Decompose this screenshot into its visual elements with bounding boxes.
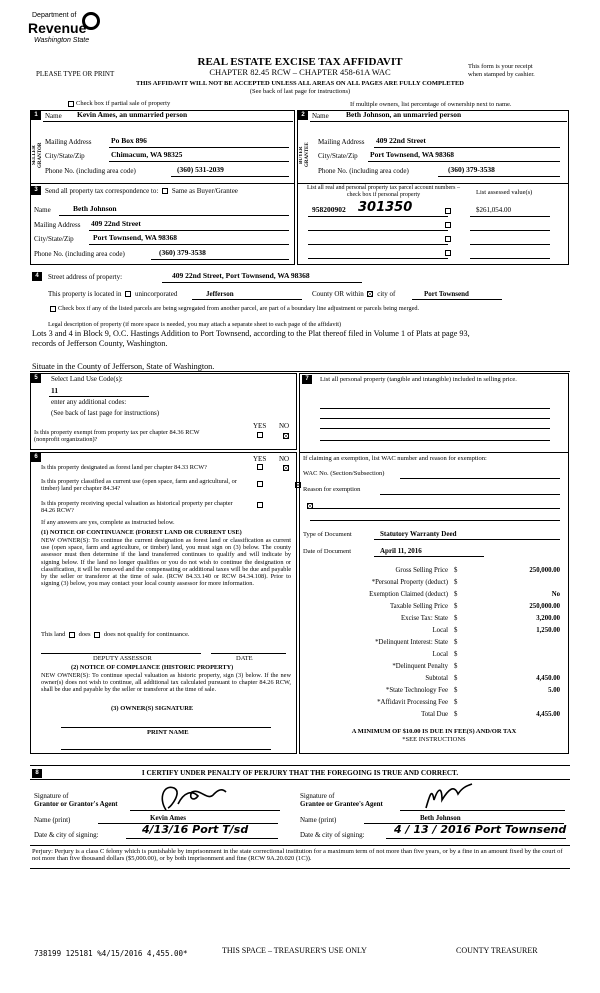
seller-mail-label: Mailing Address — [45, 138, 92, 146]
grantor-sig-label-1: Signature of — [34, 792, 69, 800]
legal-line-1: Lots 3 and 4 in Block 9, O.C. Hastings Addition to Port Townsend, according to the Plat thereof filed in Volume 1 of Plats at page 93, — [32, 329, 470, 338]
receipt-note-2: when stamped by cashier. — [468, 71, 535, 78]
seller-section — [30, 110, 295, 184]
send-tax-row — [45, 187, 238, 195]
parcel-section — [297, 183, 569, 265]
section-5 — [30, 373, 297, 450]
logo-mark-icon — [82, 12, 100, 30]
s3-city-label: City/State/Zip — [34, 235, 74, 243]
s3-name-value: Beth Johnson — [73, 204, 117, 213]
date-label: DATE — [236, 655, 253, 662]
grantee-date-label: Date & city of signing: — [300, 831, 365, 839]
s6-yes: YES — [253, 455, 267, 463]
land-use-see-back: (See back of last page for instructions) — [51, 409, 160, 417]
section-number-4: 4 — [32, 272, 42, 281]
additional-codes-label: enter any additional codes: — [51, 398, 127, 406]
notice2-body: NEW OWNER(S): To continue special valuation as historic property, sign (3) below. If the new owner(s) does not wish to continue, all additional tax calculated pursuant to chapter 84.26 RCW, shall be due and payable by the seller or transferor at the time of sale. — [41, 672, 291, 694]
buyer-phone-value: (360) 379-3538 — [448, 165, 495, 174]
assessed-header: List assessed value(s) — [476, 189, 533, 196]
seller-mail-value: Po Box 896 — [111, 136, 147, 145]
does-not-qualify-checkbox[interactable] — [94, 632, 100, 638]
parcel-header: List all real and personal property tax parcel account numbers – check box if personal property — [307, 185, 460, 198]
dor-logo — [26, 10, 106, 56]
seller-phone-label: Phone No. (including area code) — [45, 167, 136, 175]
forest-no-checkbox[interactable] — [283, 465, 289, 471]
segregated-checkbox[interactable] — [50, 306, 56, 312]
personal-property-checkbox-2[interactable] — [445, 222, 451, 228]
buyer-side-label: BUYER GRANTEE — [299, 142, 310, 168]
section-7: 7 List all personal property (tangible and intangible) included in selling price. If claiming an exemption, list WAC number and reason for exemption: WAC No. (Section/Subsection) Reason for exemption Type of Document Statutory Warranty Deed Date of Document April 11, 2016 Gross Selling Price $ 250,000.00 *Personal Property (deduct) $ Exemption Claimed (deduct) $ No Taxable Selling Price $ 250,000.00 Excise Tax: State $ 3,200.00 Local $ 1,250.00 *Delinquent Interest: State $ Local $ *Delinquent Penalty $ Subtotal $ 4,450.00 *State Technology Fee $ 5.00 *Affidavit Processing Fee $ Total Due $ 4,455.00 A MINIMUM OF $10.00 IS DUE IN FEE(S) AND/OR TAX *SEE INSTRUCTIONS — [299, 373, 569, 754]
please-type: PLEASE TYPE OR PRINT — [36, 70, 115, 78]
buyer-name-label: Name — [312, 112, 329, 120]
form-title: REAL ESTATE EXCISE TAX AFFIDAVIT — [197, 56, 403, 68]
seller-phone-value: (360) 531-2039 — [177, 165, 224, 174]
unincorporated-label: unincorporated — [134, 290, 178, 298]
street-value: 409 22nd Street, Port Townsend, WA 98368 — [172, 271, 310, 280]
county-or-label: County OR — [312, 290, 345, 298]
seller-city-label: City/State/Zip — [45, 152, 85, 160]
section-number-5: 5 — [31, 374, 41, 383]
grantee-signature-icon — [420, 780, 480, 810]
city-of-label: city of — [377, 290, 396, 298]
land-use-code: 11 — [51, 386, 59, 395]
personal-property-checkbox-3[interactable] — [445, 236, 451, 242]
grantor-signature — [148, 778, 258, 812]
county-treasurer-label: COUNTY TREASURER — [456, 946, 538, 955]
section-number-2: 2 — [298, 111, 308, 120]
personal-property-checkbox-1[interactable] — [445, 208, 451, 214]
historic-question: Is this property receiving special valuation as historical property per chapter 84.26 RCW? — [41, 500, 233, 515]
treasurer-stamp: 738199 125181 %4/15/2016 4,455.00* — [34, 949, 188, 958]
historic-yes-checkbox[interactable] — [257, 502, 263, 508]
send-tax-label: Send all property tax correspondence to: — [45, 187, 159, 195]
grantor-name-label: Name (print) — [34, 816, 71, 824]
partial-sale-label: Check box if partial sale of property — [76, 100, 171, 107]
current-use-question: Is this property classified as current use (open space, farm and agricultural, or timber) land per chapter 84.34? — [41, 478, 237, 493]
section-8 — [30, 765, 570, 846]
notice1-title: (1) NOTICE OF CONTINUANCE (FOREST LAND OR CURRENT USE) — [41, 529, 242, 536]
exempt-question: Is this property exempt from property tax per chapter 84.36 RCW (nonprofit organization)? — [34, 429, 200, 444]
grantee-name-label: Name (print) — [300, 816, 337, 824]
county-value: Jefferson — [206, 290, 234, 298]
street-label: Street address of property: — [48, 273, 123, 281]
doc-date-label: Date of Document — [303, 548, 352, 555]
logo-line-3: Washington State — [34, 37, 90, 44]
section-number-7: 7 — [302, 375, 312, 384]
partial-sale-checkbox[interactable] — [68, 101, 74, 107]
multiple-owners-note: If multiple owners, list percentage of ownership next to name. — [350, 101, 512, 108]
grantee-name-value: Beth Johnson — [420, 814, 461, 822]
section-number-3: 3 — [31, 186, 41, 195]
personal-property-checkbox-4[interactable] — [445, 250, 451, 256]
s3-mail-label: Mailing Address — [34, 221, 81, 229]
does-label: does — [78, 631, 91, 638]
unincorporated-checkbox[interactable] — [125, 291, 131, 297]
buyer-city-value: Port Townsend, WA 98368 — [370, 150, 455, 159]
segregated-label: Check box if any of the listed parcels are being segregated from another parcel, are part of a boundary line adjustment or parcels being merged. — [58, 305, 420, 312]
buyer-mail-value: 409 22nd Street — [376, 136, 426, 145]
located-prefix: This property is located in — [48, 290, 122, 298]
receipt-note-1: This form is your receipt — [468, 63, 533, 70]
section-6 — [30, 452, 297, 754]
does-not-label: does not qualify for continuance. — [103, 631, 190, 638]
s6-no: NO — [279, 455, 290, 463]
this-land-label: This land — [41, 631, 66, 638]
s3-name-label: Name — [34, 206, 51, 214]
legal-line-2: records of Jefferson County, Washington. — [32, 339, 168, 348]
warning-text: THIS AFFIDAVIT WILL NOT BE ACCEPTED UNLESS ALL AREAS ON ALL PAGES ARE FULLY COMPLETED — [136, 80, 464, 87]
section-number-6: 6 — [31, 453, 41, 462]
doc-type-label: Type of Document — [303, 531, 352, 538]
perjury-notice: Perjury: Perjury is a class C felony which is punishable by imprisonment in the state correctional institution for a maximum term of not more than five years, or by a fine in an amount fixed by the court of not more than five thousand dollars ($5,000.00), or by both imprisonment and fine (RCW 9A.20.020 (1C)). — [32, 848, 563, 863]
doc-type-value: Statutory Warranty Deed — [380, 530, 457, 538]
this-land-row — [41, 631, 190, 638]
grantor-signature-icon — [148, 778, 258, 812]
seller-name-value: Kevin Ames, an unmarried person — [77, 110, 188, 119]
forest-yes-checkbox[interactable] — [257, 464, 263, 470]
city-value: Port Townsend — [424, 290, 469, 298]
grantee-signature — [420, 780, 480, 810]
exempt-yes-checkbox[interactable] — [257, 432, 263, 438]
legal-label: Legal description of property (if more space is needed, you may attach a separate sheet to each page of the affidavit) — [48, 321, 342, 328]
section-number-8: 8 — [32, 769, 42, 778]
grantee-sig-label-1: Signature of — [300, 792, 335, 800]
grantee-date-value: 4 / 13 / 2016 Port Townsend — [394, 823, 567, 836]
within-label: within — [345, 290, 364, 298]
land-use-label: Select Land Use Code(s): — [51, 375, 123, 383]
legal-line-3: Situate in the County of Jefferson, State of Washington. — [32, 362, 215, 371]
within-city-checkbox[interactable] — [367, 291, 373, 297]
grantor-date-label: Date & city of signing: — [34, 831, 99, 839]
segregated-row — [48, 305, 419, 312]
partial-sale-row — [66, 100, 170, 107]
chapter-ref: CHAPTER 82.45 RCW – CHAPTER 458-61A WAC — [209, 67, 391, 77]
parcel-number: 958200902 — [312, 205, 346, 214]
grantor-date-value: 4/13/16 Port T/sd — [142, 823, 249, 836]
does-qualify-checkbox[interactable] — [69, 632, 75, 638]
personal-property-label: List all personal property (tangible and intangible) included in selling price. — [320, 376, 517, 383]
logo-line-2: Revenue — [28, 20, 87, 36]
if-yes-text: If any answers are yes, complete as instructed below. — [41, 519, 175, 526]
buyer-phone-label: Phone No. (including area code) — [318, 167, 409, 175]
s3-phone-label: Phone No. (including area code) — [34, 250, 125, 258]
seller-city-value: Chimacum, WA 98325 — [111, 150, 183, 159]
seller-name-label: Name — [45, 112, 62, 120]
see-instructions: *SEE INSTRUCTIONS — [402, 736, 466, 743]
notice1-body: NEW OWNER(S): To continue the current designation as forest land or classification as current use (open space, farm and agriculture, or timber) land, you must sign on (3) below. The county assessor must then determine if the land transferred continues to qualify and will indicate by signing below. If the land no longer qualifies or you do not wish to continue the designation or classification, it will be removed and the compensating or additional taxes will be due and payable by the seller or transferor at the time of sale. (RCW 84.33.140 or RCW 84.34.108). Prior to signing (3) below, you may contact your local county assessor for more information. — [41, 537, 291, 588]
wac-label: WAC No. (Section/Subsection) — [303, 470, 385, 477]
s3-mail-value: 409 22nd Street — [91, 219, 141, 228]
s3-city-value: Port Townsend, WA 98368 — [93, 233, 178, 242]
s3-phone-value: (360) 379-3538 — [159, 248, 206, 257]
logo-line-1: Department of — [32, 12, 77, 19]
print-name-label: PRINT NAME — [147, 729, 189, 736]
seller-side-label: SELLER GRANTOR — [32, 142, 43, 168]
section-number-1: 1 — [31, 111, 41, 120]
deputy-assessor-label: DEPUTY ASSESSOR — [93, 655, 152, 662]
exemption-label: If claiming an exemption, list WAC number and reason for exemption: — [303, 455, 487, 462]
notice2-title: (2) NOTICE OF COMPLIANCE (HISTORIC PROPERTY) — [71, 664, 234, 671]
reason-label: Reason for exemption — [303, 486, 361, 493]
exempt-no-checkbox[interactable] — [283, 433, 289, 439]
buyer-name-value: Beth Johnson, an unmarried person — [346, 110, 462, 119]
buyer-city-label: City/State/Zip — [318, 152, 358, 160]
grantee-sig-label-2: Grantee or Grantee's Agent — [300, 800, 383, 808]
certify-text: I CERTIFY UNDER PENALTY OF PERJURY THAT THE FOREGOING IS TRUE AND CORRECT. — [141, 769, 459, 777]
assessed-value: $261,054.00 — [476, 206, 511, 214]
same-as-buyer-checkbox[interactable] — [162, 188, 168, 194]
parcel-handwritten: 301350 — [358, 200, 413, 215]
grantor-sig-label-2: Grantor or Grantor's Agent — [34, 800, 118, 808]
section-3 — [30, 183, 295, 265]
minimum-notice: A MINIMUM OF $10.00 IS DUE IN FEE(S) AND/OR TAX — [351, 728, 517, 735]
see-back-text: (See back of last page for instructions) — [249, 88, 351, 95]
location-row — [48, 290, 177, 298]
grantor-name-value: Kevin Ames — [150, 814, 186, 822]
buyer-mail-label: Mailing Address — [318, 138, 365, 146]
owner-signature-label: (3) OWNER(S) SIGNATURE — [111, 705, 194, 712]
buyer-section — [297, 110, 569, 184]
s5-yes: YES — [253, 422, 267, 430]
county-or-row — [312, 290, 395, 298]
treasurer-use-label: THIS SPACE – TREASURER'S USE ONLY — [222, 946, 367, 955]
forest-question: Is this property designated as forest land per chapter 84.33 RCW? — [41, 464, 207, 471]
s5-no: NO — [279, 422, 290, 430]
current-use-yes-checkbox[interactable] — [257, 481, 263, 487]
same-as-buyer-label: Same as Buyer/Grantee — [171, 187, 238, 195]
doc-date-value: April 11, 2016 — [380, 547, 422, 555]
